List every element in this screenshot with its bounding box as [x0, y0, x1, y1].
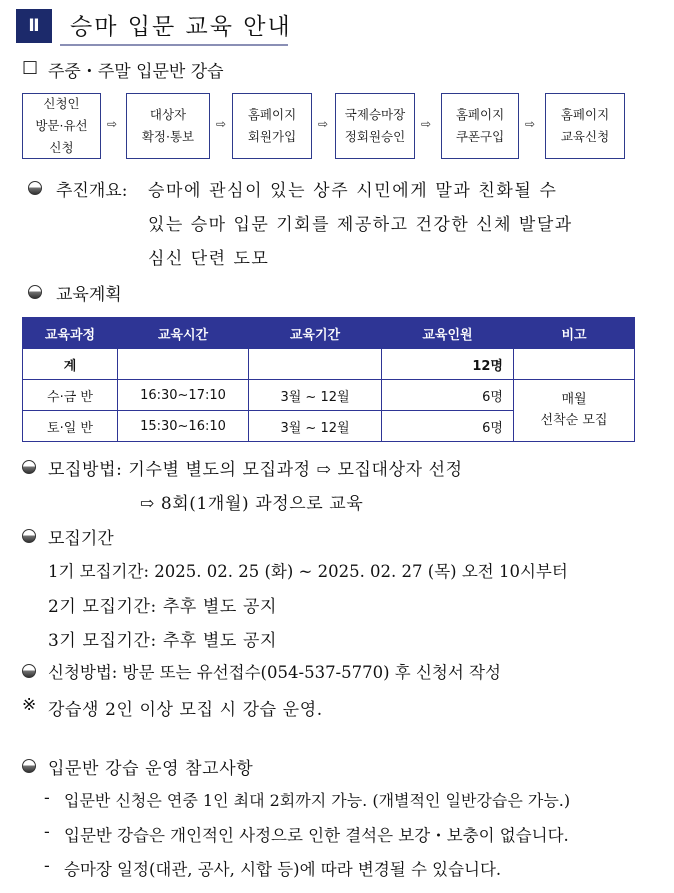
page-title: 승마 입문 교육 안내 [70, 14, 292, 40]
plan-title: 교육계획 [56, 285, 122, 305]
note-line: 선착순 모집 [540, 412, 608, 428]
header-count: 교육인원 [382, 318, 514, 349]
course-cell: 토·일 반 [23, 411, 118, 442]
table-cell [249, 349, 382, 380]
recruit-method-line: 모집방법: 기수별 별도의 모집과정 ⇨ 모집대상자 선정 [48, 460, 463, 480]
process-step-3 [232, 93, 312, 159]
bullet-icon [22, 664, 36, 678]
step-line: 신청 [49, 139, 74, 155]
process-step-6 [545, 93, 625, 159]
section-title: 주중・주말 입문반 강습 [48, 62, 224, 82]
step-line: 방문·유선 [35, 118, 88, 134]
step-line: 쿠폰구입 [455, 129, 505, 144]
reference-title: 입문반 강습 운영 참고사항 [48, 759, 254, 779]
overview-line: 있는 승마 입문 기회를 제공하고 건강한 신체 발달과 [148, 215, 573, 235]
count-cell: 6명 [382, 380, 514, 411]
process-arrow-icon: ⇨ [525, 117, 536, 131]
overview-line: 승마에 관심이 있는 상주 시민에게 말과 친화될 수 [148, 181, 558, 201]
recruit-period-item: 3기 모집기간: 추후 별도 공지 [48, 631, 278, 651]
step-line: 교육신청 [560, 129, 610, 144]
bullet-icon [22, 529, 36, 543]
process-arrow-icon: ⇨ [318, 117, 329, 131]
header-period: 교육기간 [249, 318, 382, 349]
period-cell: 3월 ~ 12월 [249, 380, 382, 411]
course-cell: 수·금 반 [23, 380, 118, 411]
process-arrow-icon: ⇨ [421, 117, 432, 131]
recruit-period-item: 2기 모집기간: 추후 별도 공지 [48, 597, 278, 617]
reference-item: 입문반 신청은 연중 1인 최대 2회까지 가능. (개별적인 일반강습은 가능.) [64, 791, 571, 810]
apply-method: 신청방법: 방문 또는 유선접수(054-537-5770) 후 신청서 작성 [48, 663, 501, 682]
recruit-period-title: 모집기간 [48, 529, 114, 549]
step-line: 회원가입 [247, 129, 297, 144]
reference-item: 승마장 일정(대관, 공사, 시합 등)에 따라 변경될 수 있습니다. [64, 860, 502, 879]
table-total-row [23, 349, 635, 380]
step-line: 국제승마장 [344, 107, 406, 123]
count-cell: 6명 [382, 411, 514, 442]
step-line: 신청인 [43, 96, 80, 112]
dash-marker: - [44, 856, 50, 876]
step-line: 홈페이지 [560, 107, 610, 123]
time-cell: 16:30~17:10 [118, 380, 249, 411]
process-step-5 [441, 93, 519, 159]
bullet-icon [28, 285, 42, 299]
dash-marker: - [44, 788, 50, 808]
header-course: 교육과정 [23, 318, 118, 349]
step-line: 정회원승인 [344, 129, 406, 144]
total-count: 12명 [382, 349, 514, 380]
reference-item: 입문반 강습은 개인적인 사정으로 인한 결석은 보강・보충이 없습니다. [64, 826, 569, 845]
bullet-icon [28, 181, 42, 195]
recruit-period-item: 1기 모집기간: 2025. 02. 25 (화) ~ 2025. 02. 27 (목) 오전 10시부터 [48, 562, 568, 581]
table-header-row [23, 318, 635, 349]
overview-label: 추진개요: [56, 181, 128, 201]
note-line: 매월 [561, 391, 587, 407]
process-arrow-icon: ⇨ [107, 117, 118, 131]
period-cell: 3월 ~ 12월 [249, 411, 382, 442]
section-number-badge: Ⅱ [16, 9, 52, 43]
step-line: 홈페이지 [455, 107, 505, 123]
notice-text: 강습생 2인 이상 모집 시 강습 운영. [48, 700, 323, 720]
note-cell [514, 380, 635, 442]
total-label: 계 [23, 349, 118, 380]
bullet-icon [22, 759, 36, 773]
header-time: 교육시간 [118, 318, 249, 349]
step-line: 대상자 [149, 107, 187, 123]
title-underline [60, 44, 288, 46]
dash-marker: - [44, 822, 50, 842]
step-line: 홈페이지 [247, 107, 297, 123]
table-row [23, 380, 635, 411]
header-note: 비고 [514, 318, 635, 349]
table-cell [118, 349, 249, 380]
process-step-2 [126, 93, 210, 159]
step-line: 확정·통보 [141, 129, 195, 144]
overview-line: 심신 단련 도모 [148, 249, 270, 269]
process-step-1 [22, 93, 101, 159]
notice-marker: ※ [22, 695, 37, 715]
recruit-method-line: ⇨ 8회(1개월) 과정으로 교육 [140, 494, 364, 514]
bullet-icon [22, 460, 36, 474]
process-step-4 [335, 93, 415, 159]
education-plan-table [22, 317, 635, 442]
table-cell [514, 349, 635, 380]
time-cell: 15:30~16:10 [118, 411, 249, 442]
section-checkbox-marker: □ [22, 57, 39, 77]
process-arrow-icon: ⇨ [216, 117, 227, 131]
